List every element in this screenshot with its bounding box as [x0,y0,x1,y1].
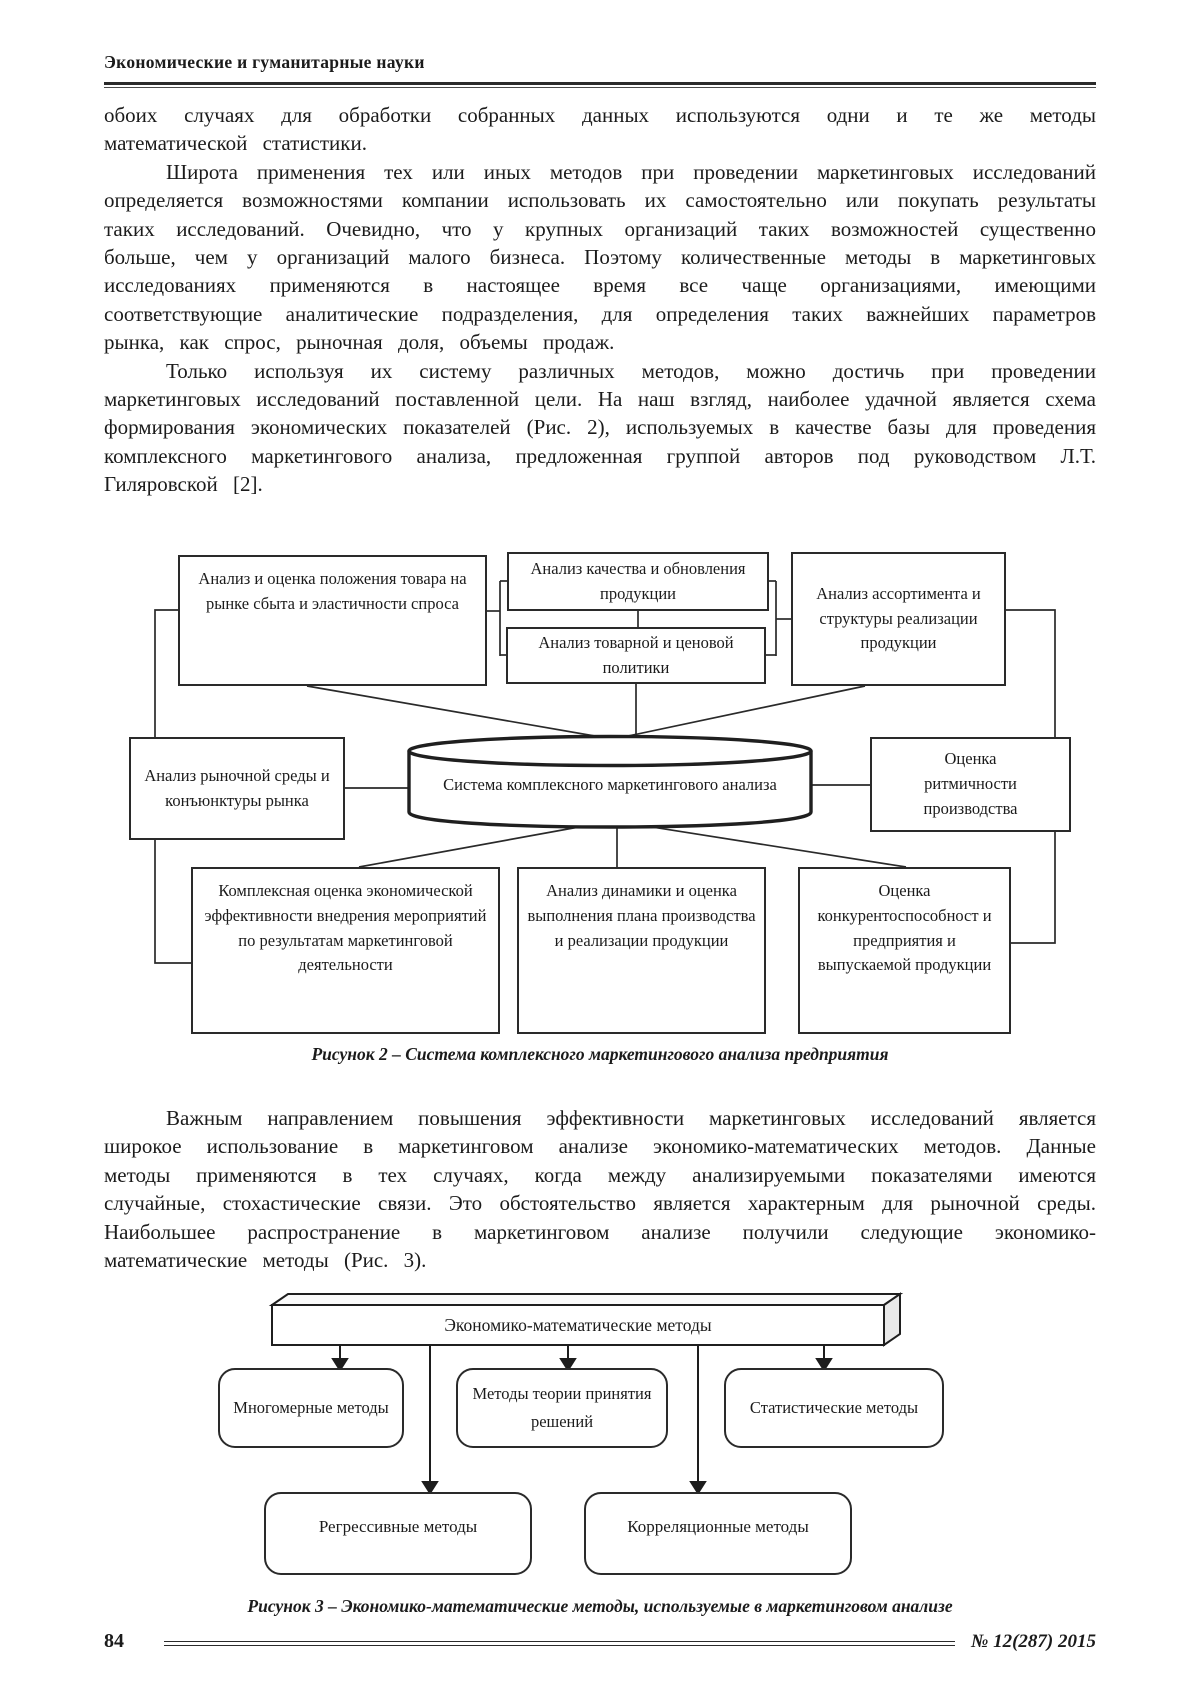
figure3-diagram [200,1285,1000,1590]
issue-number: № 12(287) 2015 [970,1630,1096,1652]
fig2-box-market-environment: Анализ рыночной среды и конъюнктуры рынка [129,737,345,840]
figure3-caption: Рисунок 3 – Экономико-математические методы, используемые в маркетинговом анализе [247,1596,953,1616]
figure2-diagram [100,540,1100,1040]
fig3-box-regression-methods: Регрессивные методы [264,1492,532,1575]
paragraph-4: Важным направлением повышения эффективности маркетинговых исследований является широкое использование в маркетинговом анализе экономико-математических методов. Данные методы применяются в тех случаях, когда между анализируемыми показателями имеются случайные, стохастические связи. Это обстоятельство является характерным для рыночной среды. Наибольшее распространение в маркетинговом анализе получили следующие экономико-математические методы (Рис. 3). [104,1106,1096,1273]
paragraph-3: Только используя их систему различных методов, можно достичь при проведении маркетинговых исследований поставленной цели. На наш взгляд, наиболее удачной является схема формирования экономических показателей (Рис. 2), используемых в качестве базы для проведения комплексного маркетингового анализа, предложенная группой авторов под руководством Л.Т. Гиляровской [2]. [104,358,1096,497]
fig2-cylinder-label: Система комплексного маркетингового анализа [443,774,777,794]
fig2-box-quality: Анализ качества и обновления продукции [507,552,769,611]
fig3-box-multivariate-methods: Многомерные методы [218,1368,404,1448]
paragraph-2: Широта применения тех или иных методов при проведении маркетинговых исследований определяется возможностями компании использовать их самостоятельно или покупать результаты таких исследований. Очевидно, что у крупных организаций таких возможностей существенно больше, чем у организаций малого бизнеса. Поэтому количественные методы в маркетинговых исследованиях применяются в настоящее время все чаще организациями, имеющими соответствующие аналитические подразделения, для определения таких важнейших параметров рынка, как спрос, рыночная доля, объемы продаж. [104,159,1096,355]
page-footer [104,1630,1096,1653]
fig3-box-correlation-methods: Корреляционные методы [584,1492,852,1575]
fig3-root-label: Экономико-математические методы [444,1314,712,1335]
figure2-caption: Рисунок 2 – Система комплексного маркетингового анализа предприятия [311,1044,889,1064]
journal-title: Экономические и гуманитарные науки [104,52,425,72]
page-number: 84 [104,1630,124,1652]
fig2-box-complex-evaluation: Комплексная оценка экономической эффективности внедрения мероприятий по результатам маркетинговой деятельности [191,867,500,1034]
header-rule [104,82,1096,88]
fig2-box-dynamics: Анализ динамики и оценка выполнения плана производства и реализации продукции [517,867,766,1034]
body-text-top [104,101,1096,499]
fig3-box-statistical-methods: Статистические методы [724,1368,944,1448]
paragraph-1: обоих случаях для обработки собранных данных используются одни и те же методы математической статистики. [104,103,1096,156]
fig2-box-assortment: Анализ ассортимента и структуры реализации продукции [791,552,1006,686]
fig2-box-product-position: Анализ и оценка положения товара на рынке сбыта и эластичности спроса [178,555,487,686]
page-header [104,52,1096,88]
fig2-box-rhythm: Оценка ритмичности производства [870,737,1071,832]
fig3-box-decision-theory-methods: Методы теории принятия решений [456,1368,668,1448]
fig2-box-product-price-policy: Анализ товарной и ценовой политики [506,627,766,684]
footer-rule [164,1641,955,1646]
body-text-bottom [104,1104,1096,1274]
fig2-box-competitiveness: Оценка конкурентоспособност и предприятия и выпускаемой продукции [798,867,1011,1034]
